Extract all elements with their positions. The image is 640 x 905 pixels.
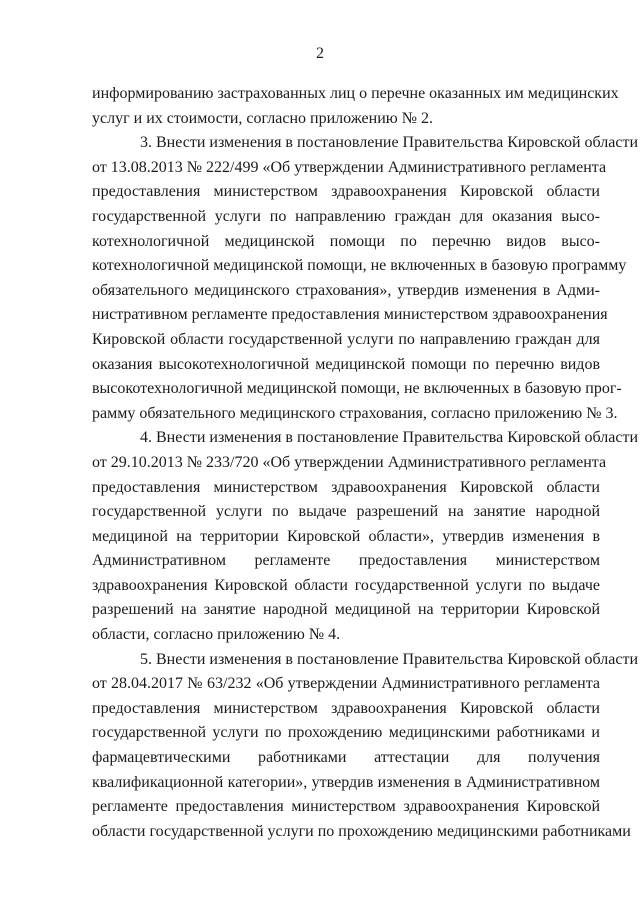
- text-line: обязательного медицинского страхования», утвердив изменения в Адми-: [92, 281, 600, 299]
- text-line: от 29.10.2013 № 233/720 «Об утверждении Административного регламента: [92, 453, 607, 471]
- text-line: котехнологичной медицинской помощи, не включенных в базовую программу: [92, 257, 627, 275]
- text-line: разрешений на занятие народной медициной на территории Кировской: [92, 601, 600, 619]
- text-line: квалификационной категории», утвердив изменения в Административном: [92, 773, 600, 791]
- text-line: области, согласно приложению № 4.: [92, 626, 341, 644]
- text-line: предоставления министерством здравоохранения Кировской области: [92, 478, 600, 496]
- paragraph-item-3: [92, 131, 639, 426]
- text-line: области государственной услуги по прохождению медицинскими работниками: [92, 822, 631, 840]
- text-line: Административном регламенте предоставления министерством: [92, 552, 600, 570]
- paragraph-1: [92, 82, 619, 131]
- text-line: от 13.08.2013 № 222/499 «Об утверждении Административного регламента: [92, 158, 607, 176]
- text-line: нистративном регламенте предоставления министерством здравоохранения: [92, 306, 608, 324]
- text-line: предоставления министерством здравоохранения Кировской области: [92, 183, 600, 201]
- document-body: [92, 82, 639, 844]
- text-line: Кировской области государственной услуги по направлению граждан для: [92, 330, 600, 348]
- text-line: государственной услуги по выдаче разрешений на занятие народной: [92, 503, 600, 521]
- text-line: 4. Внести изменения в постановление Правительства Кировской области: [140, 429, 639, 447]
- page-number: 2: [316, 45, 324, 62]
- text-line: 3. Внести изменения в постановление Правительства Кировской области: [140, 134, 639, 152]
- text-line: здравоохранения Кировской области государственной услуги по выдаче: [92, 576, 600, 594]
- text-line: от 28.04.2017 № 63/232 «Об утверждении Административного регламента: [92, 675, 600, 693]
- text-line: оказания высокотехнологичной медицинской помощи по перечню видов: [92, 355, 600, 373]
- paragraph-item-5: [92, 648, 639, 845]
- text-line: котехнологичной медицинской помощи по перечню видов высо-: [92, 232, 600, 250]
- text-line: медициной на территории Кировской области», утвердив изменения в: [92, 527, 600, 545]
- text-line: услуг и их стоимости, согласно приложению № 2.: [92, 109, 433, 127]
- text-line: высокотехнологичной медицинской помощи, не включенных в базовую прог-: [92, 380, 622, 398]
- paragraph-item-4: [92, 426, 639, 647]
- text-line: 5. Внести изменения в постановление Правительства Кировской области: [140, 650, 639, 668]
- text-line: государственной услуги по направлению граждан для оказания высо-: [92, 207, 600, 225]
- text-line: регламенте предоставления министерством здравоохранения Кировской: [92, 798, 600, 816]
- text-line: фармацевтическими работниками аттестации для получения: [92, 749, 600, 767]
- text-line: информированию застрахованных лиц о перечне оказанных им медицинских: [92, 85, 619, 102]
- text-line: государственной услуги по прохождению медицинскими работниками и: [92, 724, 600, 742]
- text-line: предоставления министерством здравоохранения Кировской области: [92, 699, 600, 717]
- text-line: рамму обязательного медицинского страхования, согласно приложению № 3.: [92, 404, 618, 422]
